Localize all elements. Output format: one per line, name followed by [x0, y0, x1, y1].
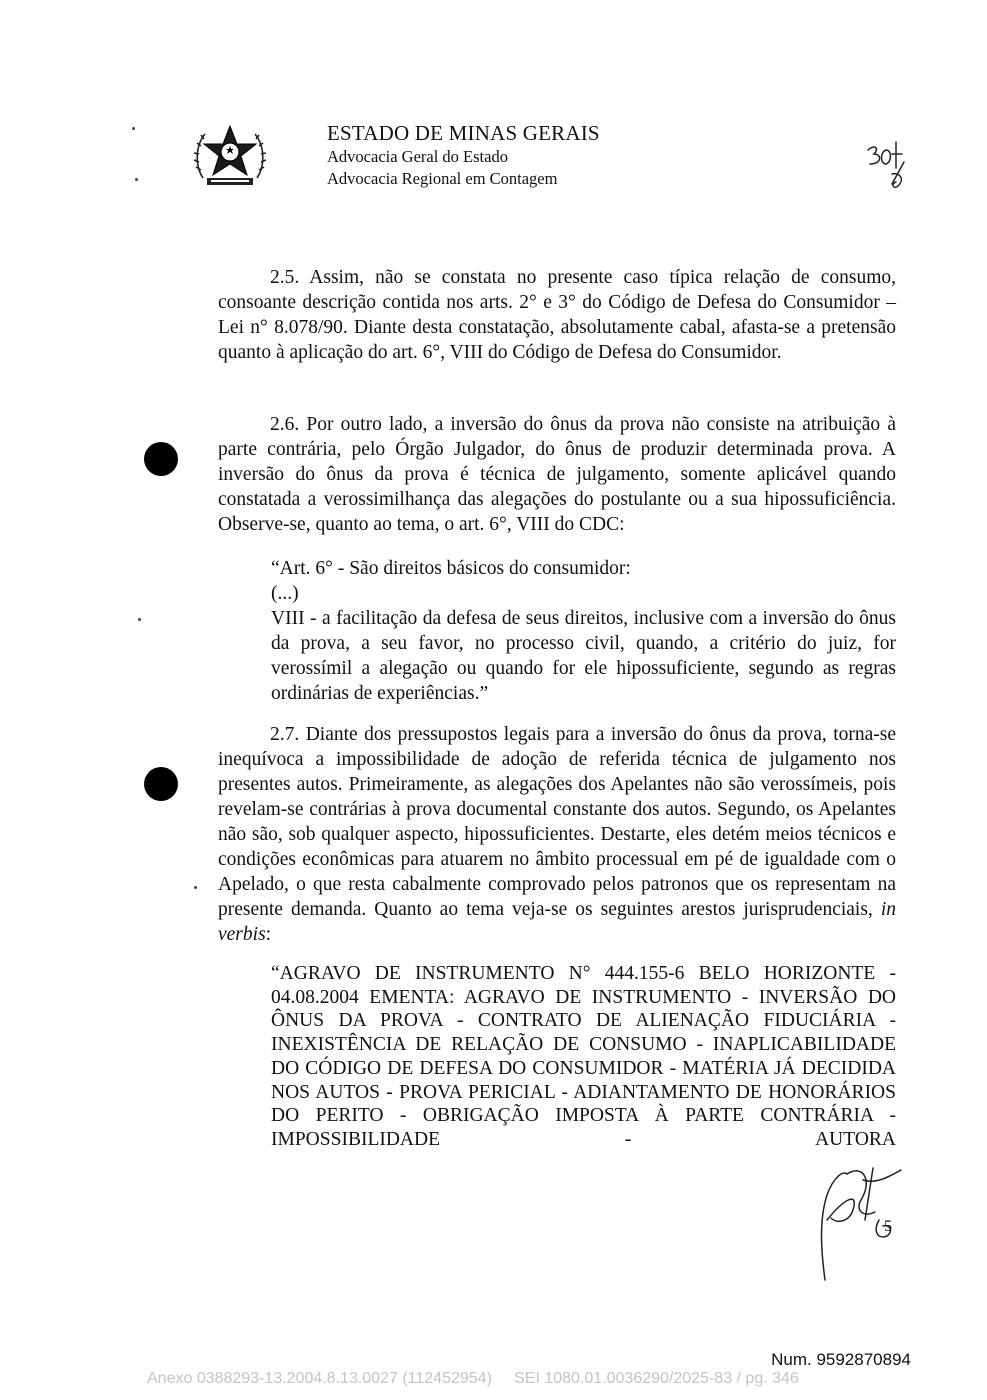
paragraph-2-7-text	[218, 722, 896, 947]
paragraph-2-7	[218, 722, 896, 947]
scan-speck	[138, 618, 141, 621]
document-number: Num. 9592870894	[771, 1350, 911, 1369]
header-subtitle-office: Advocacia Regional em Contagem	[327, 169, 558, 188]
quote-ellipsis: (...)	[271, 583, 299, 604]
scan-speck	[132, 127, 135, 130]
ementa-text: “AGRAVO DE INSTRUMENTO N° 444.155-6 BELO HORIZONTE - 04.08.2004 EMENTA: AGRAVO DE INSTRUMENTO - INVERSÃO DO ÔNUS DA PROVA - CONTRATO DE ALIENAÇÃO FIDUCIÁRIA - INEXISTÊNCIA DE RELAÇÃO DE CONSUMO - INAPLICABILIDADE DO CÓDIGO DE DEFESA DO CONSUMIDOR - MATÉRIA JÁ DECIDIDA NOS AUTOS - PROVA PERICIAL - ADIANTAMENTO DE HONORÁRIOS DO PERITO - OBRIGAÇÃO IMPOSTA À PARTE CONTRÁRIA - IMPOSSIBILIDADE - AUTORA	[271, 963, 896, 1150]
paragraph-2-6	[218, 412, 896, 537]
cdc-article-quote	[271, 556, 896, 706]
scan-speck	[194, 886, 197, 889]
scan-speck	[135, 178, 138, 181]
punch-hole	[144, 767, 178, 801]
case-law-ementa	[271, 962, 896, 1152]
quote-article-heading: “Art. 6° - São direitos básicos do consumidor:	[271, 558, 631, 579]
header-subtitle-agency: Advocacia Geral do Estado	[327, 147, 508, 166]
paragraph-2-5	[218, 265, 896, 365]
header-title: ESTADO DE MINAS GERAIS	[327, 121, 600, 145]
paragraph-2-7-end: :	[265, 924, 272, 945]
paragraph-2-7-italic: in verbis	[218, 899, 896, 945]
page-number: 5	[884, 1218, 892, 1235]
footer-watermark: Anexo 0388293-13.2004.8.13.0027 (112452954) SEI 1080.01.0036290/2025-83 / pg. 346	[147, 1370, 799, 1387]
quote-item-viii: VIII - a facilitação da defesa de seus direitos, inclusive com a inversão do ônus da prova, a seu favor, no processo civil, quando, a critério do juiz, for verossímil a alegação ou quando for ele hipossuficiente, segundo as regras ordinárias de experiências.”	[271, 608, 896, 704]
punch-hole	[144, 442, 178, 476]
state-coat-of-arms-icon	[193, 122, 267, 190]
paragraph-2-7-main: 2.7. Diante dos pressupostos legais para a inversão do ônus da prova, torna-se inequívoca a impossibilidade de adoção de referida técnica de julgamento nos presentes autos. Primeiramente, as alegações dos Apelantes não são verossímeis, pois revelam-se contrárias à prova documental constante dos autos. Segundo, os Apelantes não são, sob qualquer aspecto, hipossuficientes. Destarte, eles detém meios técnicos e condições econômicas para atuarem no âmbito processual em pé de igualdade com o Apelado, o que resta cabalmente comprovado pelos patronos que os representam na presente demanda. Quanto ao tema veja-se os seguintes arestos jurisprudenciais,	[218, 724, 896, 920]
handwritten-page-mark	[862, 138, 912, 194]
handwritten-signature	[803, 1160, 913, 1285]
paragraph-2-5-text: 2.5. Assim, não se constata no presente caso típica relação de consumo, consoante descrição contida nos arts. 2° e 3° do Código de Defesa do Consumidor – Lei n° 8.078/90. Diante desta constatação, absolutamente cabal, afasta-se a pretensão quanto à aplicação do art. 6°, VIII do Código de Defesa do Consumidor.	[218, 267, 896, 363]
paragraph-2-6-text: 2.6. Por outro lado, a inversão do ônus da prova não consiste na atribuição à parte contrária, pelo Órgão Julgador, do ônus de produzir determinada prova. A inversão do ônus da prova é técnica de julgamento, somente aplicável quando constatada a verossimilhança das alegações do postulante ou a sua hipossuficiência. Observe-se, quanto ao tema, o art. 6°, VIII do CDC:	[218, 414, 896, 535]
